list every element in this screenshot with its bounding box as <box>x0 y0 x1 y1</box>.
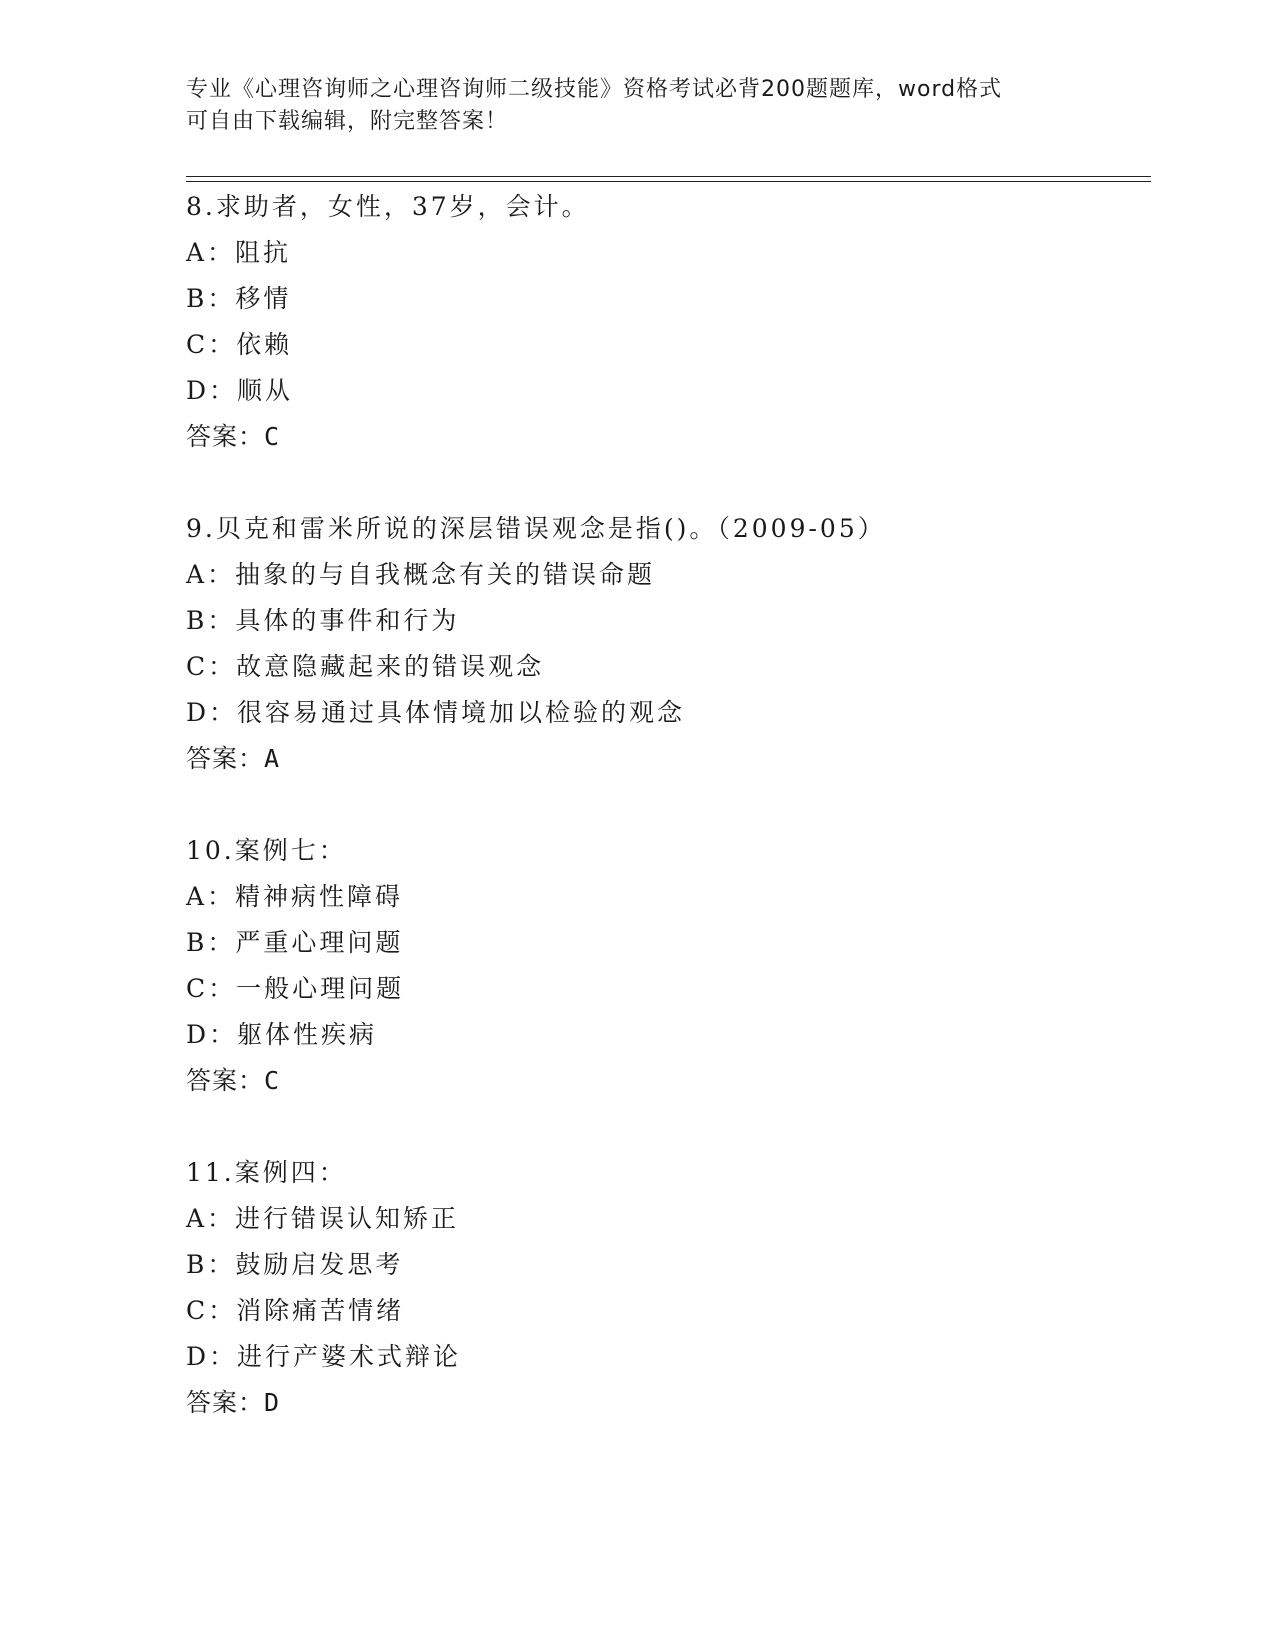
option-d: D：很容易通过具体情境加以检验的观念 <box>186 698 686 727</box>
question-stem: 11.案例四： <box>186 1158 347 1187</box>
answer-value: A <box>264 744 281 773</box>
option-b: B：严重心理问题 <box>186 928 404 957</box>
question-block <box>186 184 1146 460</box>
header-line-2: 可自由下载编辑，附完整答案！ <box>186 109 509 134</box>
answer-label: 答案： <box>186 422 265 451</box>
answer-label: 答案： <box>186 1066 265 1095</box>
option-c: C：一般心理问题 <box>186 974 405 1003</box>
header-divider-top <box>186 176 1151 177</box>
option-c: C：消除痛苦情绪 <box>186 1296 405 1325</box>
document-header <box>186 74 1066 138</box>
header-divider-bottom <box>186 181 1151 182</box>
option-b: B：鼓励启发思考 <box>186 1250 404 1279</box>
option-d: D：躯体性疾病 <box>186 1020 378 1049</box>
answer-value: C <box>264 422 281 451</box>
answer-label: 答案： <box>186 1388 265 1417</box>
option-c: C：依赖 <box>186 330 293 359</box>
option-b: B：移情 <box>186 284 292 313</box>
answer-line <box>186 1380 1146 1426</box>
option-d: D：顺从 <box>186 376 294 405</box>
question-stem: 9.贝克和雷米所说的深层错误观念是指()。（2009-05） <box>186 514 886 543</box>
header-line-1: 专业《心理咨询师之心理咨询师二级技能》资格考试必背200题题库，word格式 <box>186 77 1003 102</box>
option-c: C：故意隐藏起来的错误观念 <box>186 652 545 681</box>
option-a: A：阻抗 <box>186 238 292 267</box>
answer-line <box>186 414 1146 460</box>
option-a: A：进行错误认知矫正 <box>186 1204 460 1233</box>
option-d: D：进行产婆术式辩论 <box>186 1342 462 1371</box>
answer-label: 答案： <box>186 744 265 773</box>
option-a: A：抽象的与自我概念有关的错误命题 <box>186 560 656 589</box>
question-stem: 10.案例七： <box>186 836 347 865</box>
question-block <box>186 506 1146 782</box>
question-stem: 8.求助者，女性，37岁，会计。 <box>186 192 590 221</box>
answer-line <box>186 1058 1146 1104</box>
option-b: B：具体的事件和行为 <box>186 606 460 635</box>
answer-line <box>186 736 1146 782</box>
option-a: A：精神病性障碍 <box>186 882 404 911</box>
answer-value: C <box>264 1066 281 1095</box>
answer-value: D <box>264 1388 281 1417</box>
question-block <box>186 1150 1146 1426</box>
question-block <box>186 828 1146 1104</box>
